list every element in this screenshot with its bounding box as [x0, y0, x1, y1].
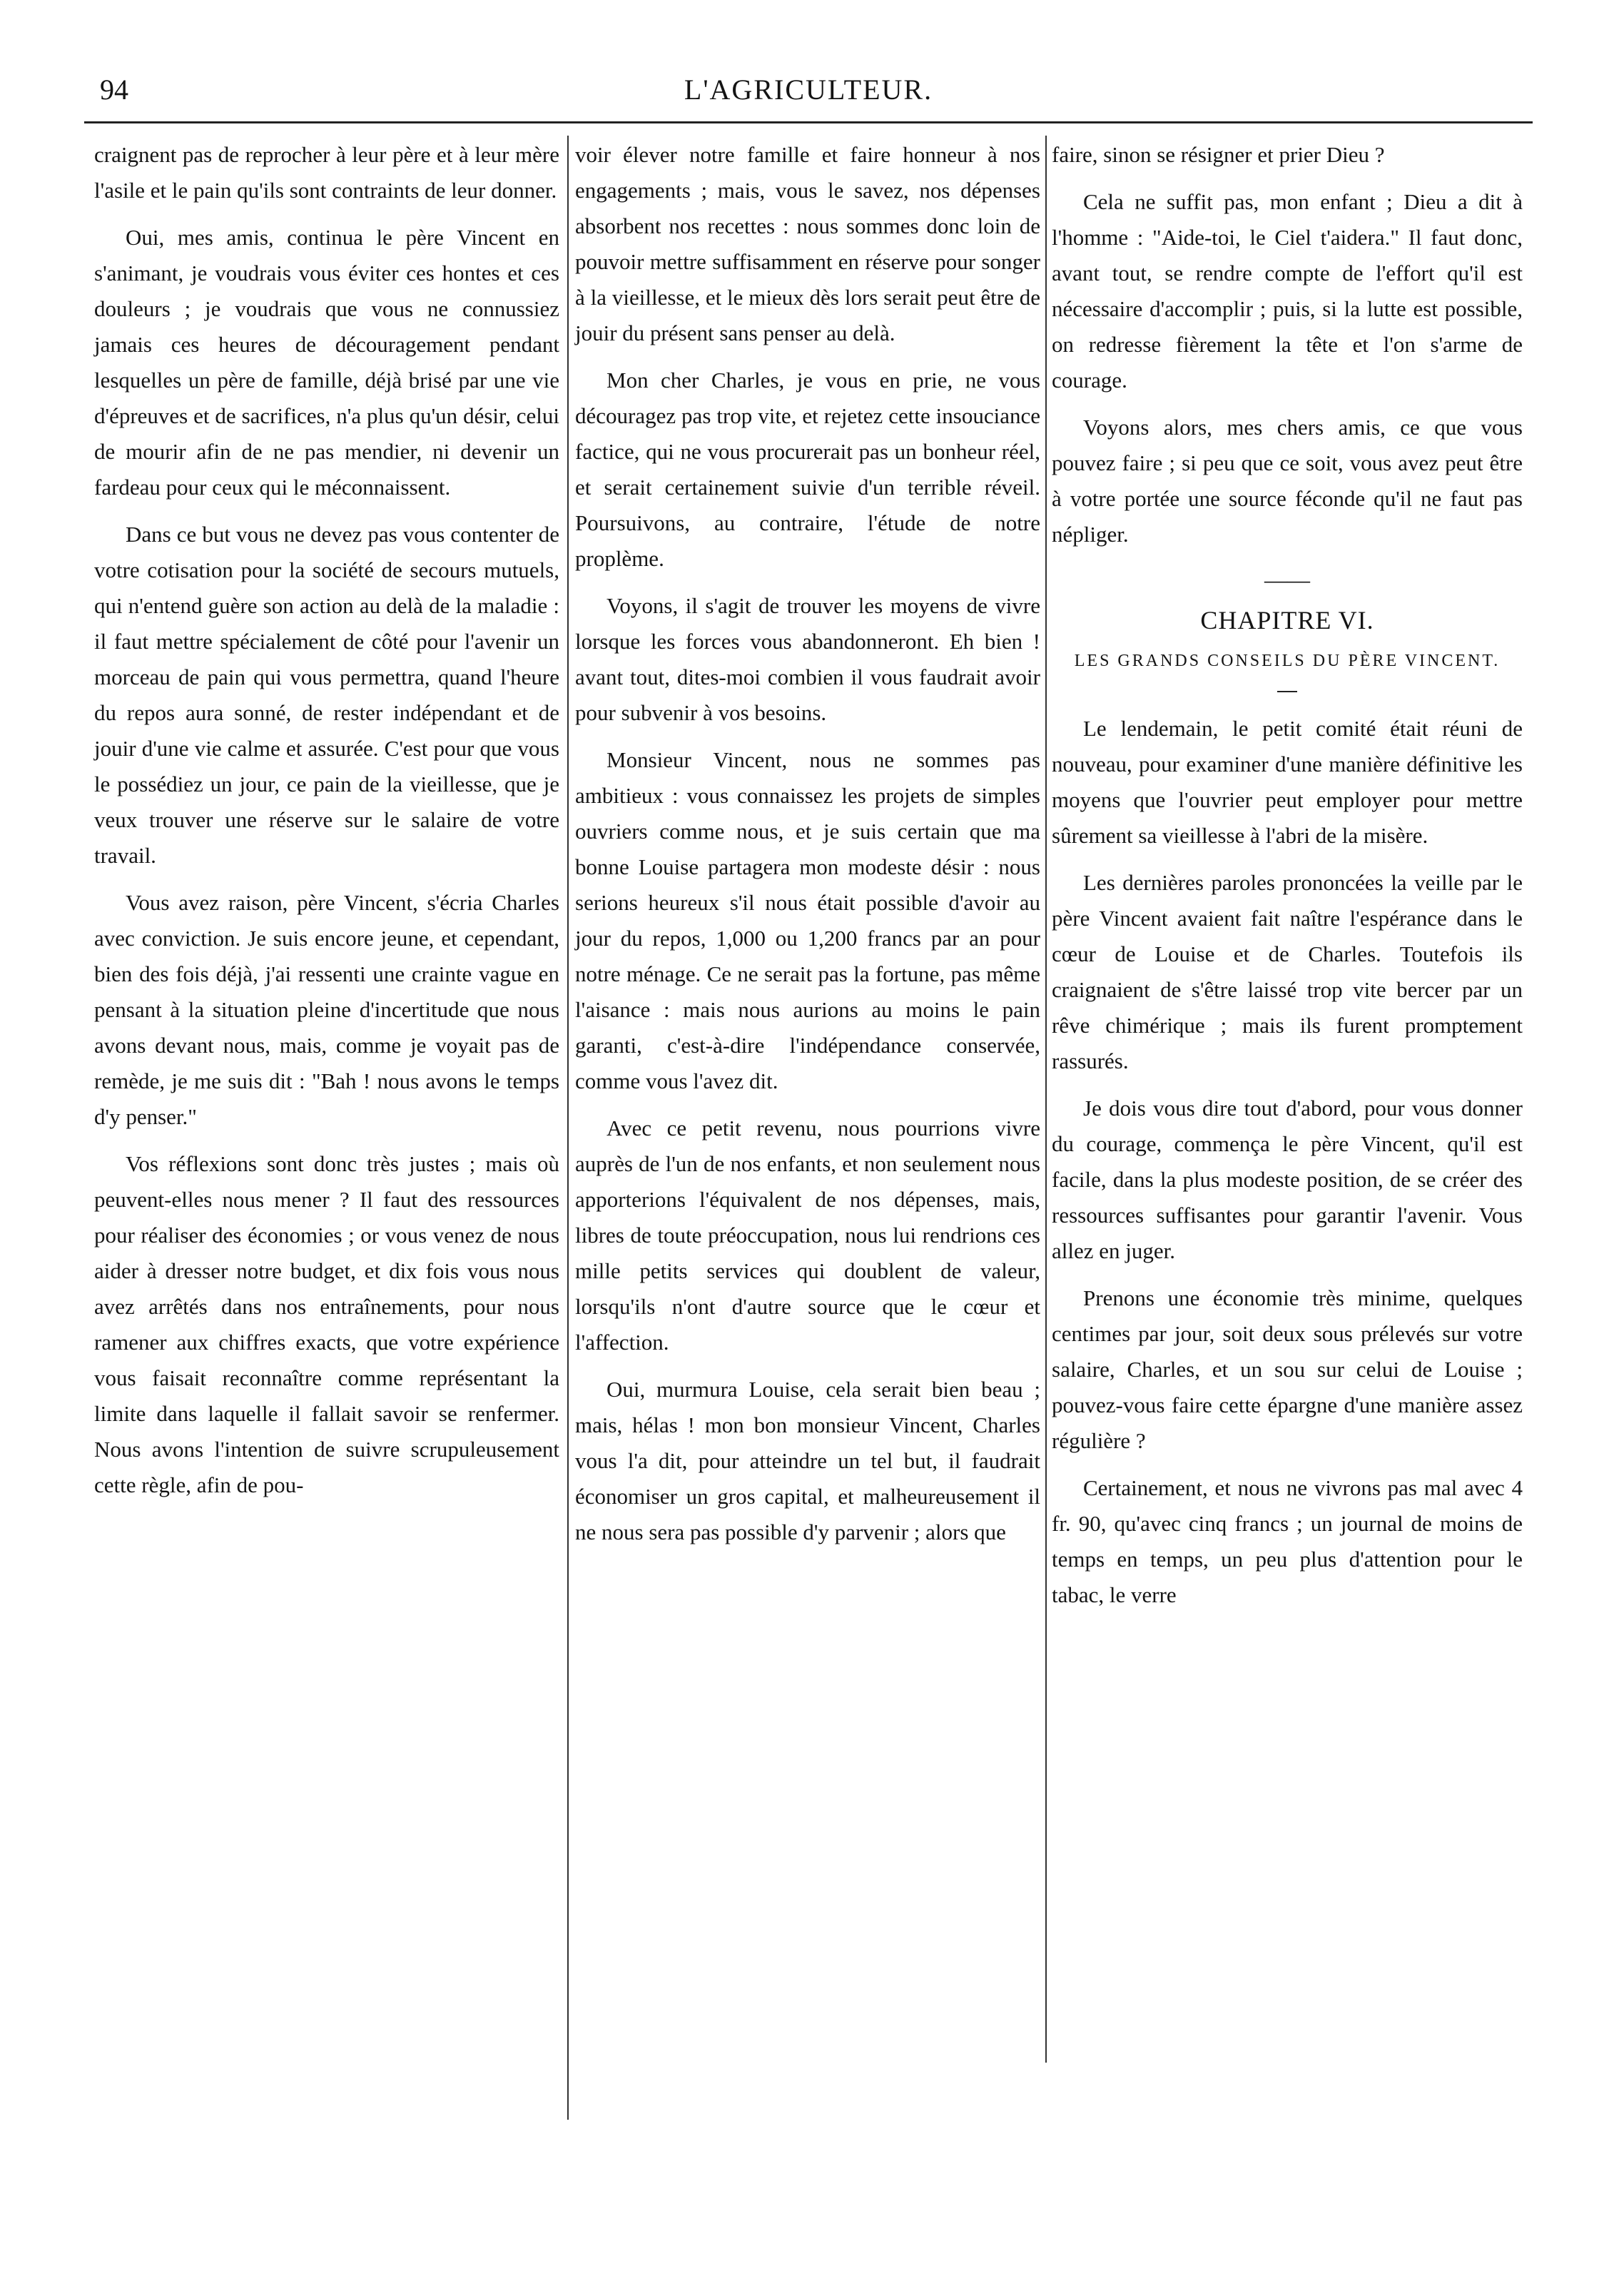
paragraph: Je dois vous dire tout d'abord, pour vous donner du courage, commença le père Vincent, qu'il est facile, dans la plus modeste position, de se créer des ressources suffisantes pour garantir l'avenir. Vous allez en juger.: [1052, 1096, 1523, 1263]
page-header: [84, 69, 1533, 111]
paragraph: Certainement, et nous ne vivrons pas mal avec 4 fr. 90, qu'avec cinq francs ; un journal de moins de temps en temps, un peu plus d'attention pour le tabac, le verre: [1052, 1475, 1523, 1607]
text-column-1: [94, 137, 559, 1514]
paragraph: Monsieur Vincent, nous ne sommes pas ambitieux : vous connaissez les projets de simples ouvriers comme nous, et je suis certain que ma bonne Louise partagera mon modeste désir : nous serions heureux s'il nous était possible d'avoir au jour du repos, 1,000 ou 1,200 francs par an pour notre ménage. Ce ne serait pas la fortune, pas même l'aisance : mais nous aurions au moins le pain garanti, c'est-à-dire l'indépendance conservée, comme vous l'avez dit.: [575, 747, 1040, 1093]
page-number: 94: [100, 74, 128, 106]
paragraph: Le lendemain, le petit comité était réuni de nouveau, pour examiner d'une manière définitive les moyens que l'ouvrier peut employer pour mettre sûrement sa vieillesse à l'abri de la misère.: [1052, 716, 1523, 848]
paragraph: Cela ne suffit pas, mon enfant ; Dieu a dit à l'homme : "Aide-toi, le Ciel t'aidera." Il faut donc, avant tout, se rendre compte de l'effort qu'il est nécessaire d'accomplir ; puis, si la lutte est possible, on redresse fièrement la tête et l'on s'arme de courage.: [1052, 189, 1523, 393]
column-divider: [1045, 136, 1047, 2063]
text-column-2: [575, 137, 1040, 1562]
chapter-title: CHAPITRE VI.: [1200, 606, 1374, 634]
paragraph: craignent pas de reprocher à leur père et à leur mère l'asile et le pain qu'ils sont contraints de leur donner.: [94, 142, 559, 203]
chapter-subtitle: LES GRANDS CONSEILS DU PÈRE VINCENT.: [1074, 652, 1501, 670]
paragraph: Voyons alors, mes chers amis, ce que vous pouvez faire ; si peu que ce soit, vous avez peut être à votre portée une source féconde qu'il ne faut pas népliger.: [1052, 415, 1523, 547]
header-rule: [84, 121, 1533, 123]
paragraph: Oui, murmura Louise, cela serait bien beau ; mais, hélas ! mon bon monsieur Vincent, Charles vous l'a dit, pour atteindre un tel but, il faudrait économiser un gros capital, et malheureusement il ne nous sera pas possible d'y parvenir ; alors que: [575, 1377, 1040, 1544]
section-separator: ——: [1264, 567, 1310, 592]
paragraph: voir élever notre famille et faire honneur à nos engagements ; mais, vous le savez, nos dépenses absorbent nos recettes : nous sommes donc loin de pouvoir mettre suffisamment en réserve pour songer à la vieillesse, et le mieux dès lors serait peut être de jouir du présent sans penser au delà.: [575, 142, 1040, 345]
paragraph: Avec ce petit revenu, nous pourrions vivre auprès de l'un de nos enfants, et non seulement nous apporterions l'équivalent de nos dépenses, mais, libres de toute préoccupation, nous lui rendrions ces mille petits services qui doublent de valeur, lorsqu'ils n'ont d'autre source que le cœur et l'affection.: [575, 1116, 1040, 1355]
paragraph: Oui, mes amis, continua le père Vincent en s'animant, je voudrais vous éviter ces hontes et ces douleurs ; je voudrais que vous ne connussiez jamais ces heures de découragement pendant lesquelles un père de famille, déjà brisé par une vie d'épreuves et de sacrifices, n'a plus qu'un désir, celui de mourir afin de ne pas mendier, ni devenir un fardeau pour ceux qui le méconnaissent.: [94, 225, 559, 500]
paragraph: Dans ce but vous ne devez pas vous contenter de votre cotisation pour la société de secours mutuels, qui n'entend guère son action au delà de la maladie : il faut mettre spécialement de côté pour l'avenir un morceau de pain qui vous permettra, quand l'heure du repos aura sonné, de rester indépendant et de jouir d'une vie calme et assurée. C'est pour que vous le possédiez un jour, ce pain de la vieillesse, que je veux trouver une réserve sur le salaire de votre travail.: [94, 522, 559, 868]
running-title: L'AGRICULTEUR.: [684, 74, 933, 106]
paragraph: Vous avez raison, père Vincent, s'écria Charles avec conviction. Je suis encore jeune, et cependant, bien des fois déjà, j'ai ressenti une crainte vague en pensant à la situation pleine d'incertitude que nous avons devant nous, mais, comme je voyait pas de remède, je me suis dit : "Bah ! nous avons le temps d'y penser.": [94, 890, 559, 1129]
paragraph: Vos réflexions sont donc très justes ; mais où peuvent-elles nous mener ? Il faut des ressources pour réaliser des économies ; or vous venez de nous aider à dresser notre budget, et dix fois vous nous avez arrêtés dans nos entraînements, pour nous ramener aux chiffres exacts, que votre expérience vous faisait reconnaître comme représentant la limite dans laquelle il fallait savoir se renfermer. Nous avons l'intention de suivre scrupuleusement cette règle, afin de pou-: [94, 1151, 559, 1497]
chapter-rule: [1277, 691, 1297, 692]
paragraph: Prenons une économie très minime, quelques centimes par jour, soit deux sous prélevés sur votre salaire, Charles, et un sou sur celui de Louise ; pouvez-vous faire cette épargne d'une manière assez régulière ?: [1052, 1285, 1523, 1453]
paragraph: Les dernières paroles prononcées la veille par le père Vincent avaient fait naître l'espérance dans le cœur de Louise et de Charles. Toutefois ils craignaient de s'être laissé trop vite bercer par un rêve chimérique ; mais ils furent promptement rassurés.: [1052, 870, 1523, 1073]
column-divider: [567, 136, 569, 2120]
paragraph: Mon cher Charles, je vous en prie, ne vous découragez pas trop vite, et rejetez cette insouciance factice, qui ne vous procurerait pas un bonheur réel, et serait certainement suivie d'un terrible réveil. Poursuivons, au contraire, l'étude de notre proplème.: [575, 368, 1040, 571]
paragraph: Voyons, il s'agit de trouver les moyens de vivre lorsque les forces vous abandonneront. Eh bien ! avant tout, dites-moi combien il vous faudrait avoir pour subvenir à vos besoins.: [575, 593, 1040, 725]
text-column-3: [1052, 137, 1523, 1624]
paragraph: faire, sinon se résigner et prier Dieu ?: [1052, 142, 1385, 167]
